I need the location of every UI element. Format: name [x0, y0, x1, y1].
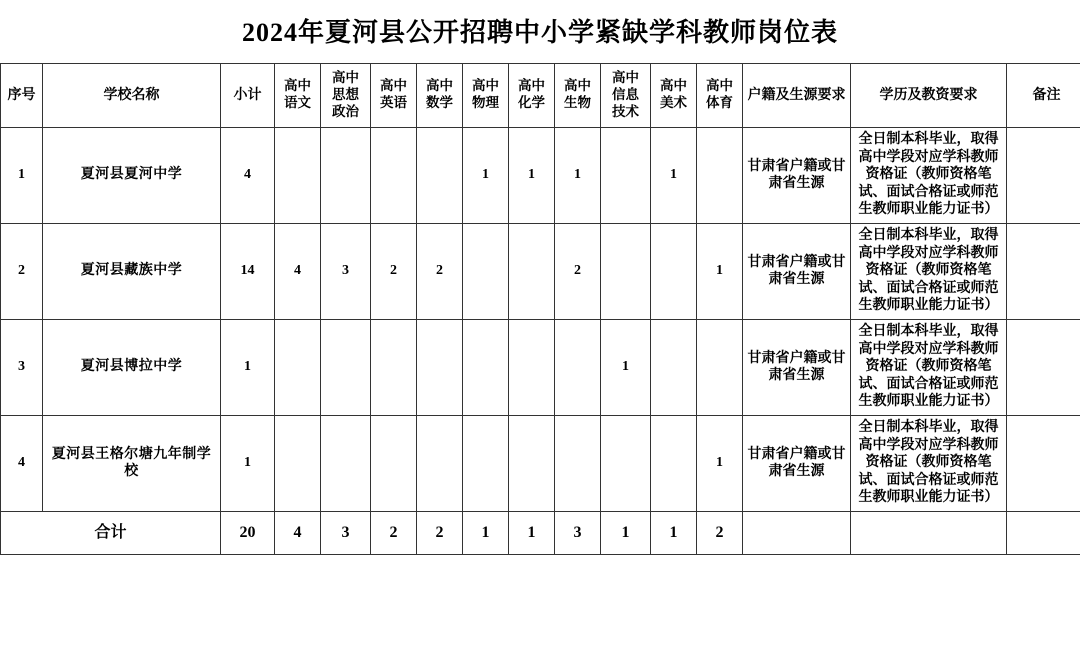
cell-chemistry — [509, 415, 555, 511]
header-physics — [463, 64, 509, 128]
total-english: 2 — [371, 511, 417, 554]
cell-math — [417, 127, 463, 223]
cell-it: 1 — [601, 319, 651, 415]
header-english-line2: 英语 — [380, 95, 407, 111]
cell-seq: 2 — [1, 223, 43, 319]
cell-politics — [321, 127, 371, 223]
header-math — [417, 64, 463, 128]
cell-chemistry — [509, 319, 555, 415]
cell-physics: 1 — [463, 127, 509, 223]
header-pe-line1: 高中 — [706, 78, 733, 94]
cell-education: 全日制本科毕业，取得高中学段对应学科教师资格证（教师资格笔试、面试合格证或师范生教师职业能力证书） — [851, 319, 1007, 415]
cell-pe — [697, 319, 743, 415]
cell-remark — [1007, 319, 1080, 415]
cell-school: 夏河县夏河中学 — [43, 127, 221, 223]
total-chemistry: 1 — [509, 511, 555, 554]
header-it — [601, 64, 651, 128]
cell-english: 2 — [371, 223, 417, 319]
table-total-row — [1, 511, 1080, 554]
total-it: 1 — [601, 511, 651, 554]
header-it-line3: 技术 — [612, 103, 639, 119]
cell-physics — [463, 415, 509, 511]
header-art — [651, 64, 697, 128]
total-chinese: 4 — [275, 511, 321, 554]
header-politics-line1: 高中 — [332, 70, 359, 85]
cell-physics — [463, 223, 509, 319]
cell-politics — [321, 415, 371, 511]
cell-education: 全日制本科毕业，取得高中学段对应学科教师资格证（教师资格笔试、面试合格证或师范生教师职业能力证书） — [851, 223, 1007, 319]
header-physics-line1: 高中 — [472, 78, 499, 94]
total-math: 2 — [417, 511, 463, 554]
header-politics — [321, 64, 371, 128]
cell-english — [371, 319, 417, 415]
table-row — [1, 223, 1080, 319]
cell-chinese — [275, 415, 321, 511]
cell-household: 甘肃省户籍或甘肃省生源 — [743, 319, 851, 415]
header-chinese-line2: 语文 — [284, 95, 311, 111]
job-positions-table — [0, 63, 1080, 555]
cell-math: 2 — [417, 223, 463, 319]
page-title: 2024年夏河县公开招聘中小学紧缺学科教师岗位表 — [241, 18, 838, 47]
table-row — [1, 415, 1080, 511]
table-row — [1, 127, 1080, 223]
cell-seq: 3 — [1, 319, 43, 415]
header-subtotal: 小计 — [221, 64, 275, 128]
cell-english — [371, 415, 417, 511]
cell-it — [601, 223, 651, 319]
total-remark — [1007, 511, 1080, 554]
cell-chemistry: 1 — [509, 127, 555, 223]
total-household — [743, 511, 851, 554]
header-biology-line2: 生物 — [564, 95, 591, 111]
cell-subtotal: 1 — [221, 319, 275, 415]
cell-politics: 3 — [321, 223, 371, 319]
cell-chinese: 4 — [275, 223, 321, 319]
header-english — [371, 64, 417, 128]
cell-school: 夏河县王格尔塘九年制学校 — [43, 415, 221, 511]
header-education: 学历及教资要求 — [851, 64, 1007, 128]
header-physics-line2: 物理 — [472, 95, 499, 111]
header-math-line2: 数学 — [426, 95, 453, 111]
cell-household: 甘肃省户籍或甘肃省生源 — [743, 415, 851, 511]
cell-biology — [555, 415, 601, 511]
cell-biology: 2 — [555, 223, 601, 319]
header-chemistry-line2: 化学 — [518, 95, 545, 111]
cell-chinese — [275, 319, 321, 415]
header-english-line1: 高中 — [380, 78, 407, 94]
cell-math — [417, 319, 463, 415]
cell-remark — [1007, 223, 1080, 319]
cell-education: 全日制本科毕业，取得高中学段对应学科教师资格证（教师资格笔试、面试合格证或师范生教师职业能力证书） — [851, 127, 1007, 223]
cell-english — [371, 127, 417, 223]
cell-seq: 1 — [1, 127, 43, 223]
total-pe: 2 — [697, 511, 743, 554]
header-biology — [555, 64, 601, 128]
cell-remark — [1007, 127, 1080, 223]
cell-subtotal: 4 — [221, 127, 275, 223]
cell-household: 甘肃省户籍或甘肃省生源 — [743, 223, 851, 319]
cell-pe — [697, 127, 743, 223]
header-chinese-line1: 高中 — [284, 78, 311, 94]
cell-remark — [1007, 415, 1080, 511]
header-chemistry-line1: 高中 — [518, 78, 545, 94]
cell-art — [651, 319, 697, 415]
cell-it — [601, 415, 651, 511]
header-art-line1: 高中 — [660, 78, 687, 94]
cell-math — [417, 415, 463, 511]
cell-subtotal: 14 — [221, 223, 275, 319]
cell-pe: 1 — [697, 415, 743, 511]
table-header-row — [1, 64, 1080, 128]
header-it-line1: 高中 — [612, 70, 639, 85]
cell-biology: 1 — [555, 127, 601, 223]
cell-politics — [321, 319, 371, 415]
header-seq: 序号 — [1, 64, 43, 128]
cell-school: 夏河县藏族中学 — [43, 223, 221, 319]
cell-it — [601, 127, 651, 223]
header-art-line2: 美术 — [660, 95, 687, 111]
cell-chinese — [275, 127, 321, 223]
header-it-line2: 信息 — [612, 86, 639, 102]
total-label: 合计 — [1, 511, 221, 554]
cell-pe: 1 — [697, 223, 743, 319]
cell-seq: 4 — [1, 415, 43, 511]
total-physics: 1 — [463, 511, 509, 554]
header-household: 户籍及生源要求 — [743, 64, 851, 128]
cell-household: 甘肃省户籍或甘肃省生源 — [743, 127, 851, 223]
total-biology: 3 — [555, 511, 601, 554]
table-row — [1, 319, 1080, 415]
total-education — [851, 511, 1007, 554]
total-art: 1 — [651, 511, 697, 554]
header-remark: 备注 — [1007, 64, 1080, 128]
cell-physics — [463, 319, 509, 415]
header-pe — [697, 64, 743, 128]
cell-education: 全日制本科毕业，取得高中学段对应学科教师资格证（教师资格笔试、面试合格证或师范生教师职业能力证书） — [851, 415, 1007, 511]
header-politics-line3: 政治 — [332, 103, 359, 119]
header-biology-line1: 高中 — [564, 78, 591, 94]
header-politics-line2: 思想 — [332, 86, 359, 102]
total-subtotal: 20 — [221, 511, 275, 554]
header-math-line1: 高中 — [426, 78, 453, 94]
header-chinese — [275, 64, 321, 128]
cell-art — [651, 223, 697, 319]
cell-biology — [555, 319, 601, 415]
header-pe-line2: 体育 — [706, 95, 733, 111]
cell-school: 夏河县博拉中学 — [43, 319, 221, 415]
header-school: 学校名称 — [43, 64, 221, 128]
header-chemistry — [509, 64, 555, 128]
cell-chemistry — [509, 223, 555, 319]
cell-art — [651, 415, 697, 511]
cell-art: 1 — [651, 127, 697, 223]
cell-subtotal: 1 — [221, 415, 275, 511]
total-politics: 3 — [321, 511, 371, 554]
